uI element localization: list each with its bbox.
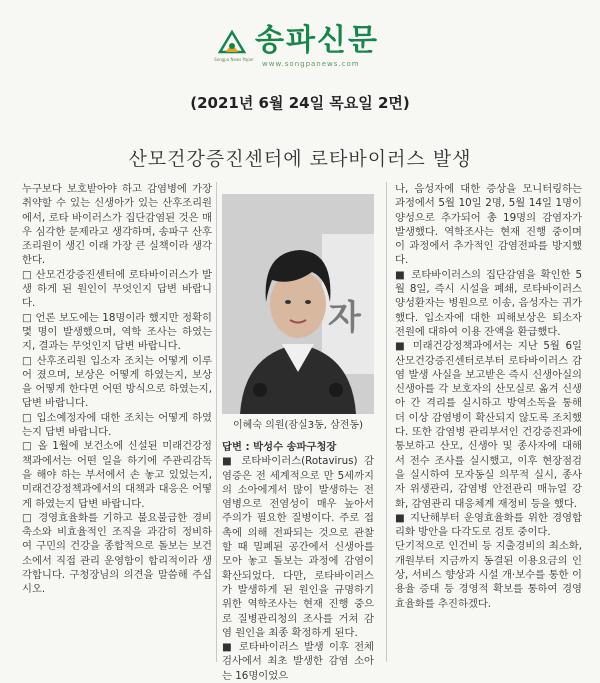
newspaper-url: www.songpanews.com [262, 60, 360, 68]
article-paragraph: □ 올 1월에 보건소에 신설된 미래건강정책과에서는 어떤 일을 하기에 주관리감독을 해야 하는 부서에서 손 놓고 있었는지, 미래건강정책과에서의 대책과 대응은 어떻게 하였는지 답변 바랍니다. [22, 440, 212, 510]
answer-heading: 답변 : 박성수 송파구청장 [222, 441, 337, 453]
article-paragraph: 나, 음성자에 대한 증상을 모니터링하는 과정에서 5월 10일 2명, 5월 14일 1명이 양성으로 추가되어 총 19명의 감염자가 발생했다. 역학조사는 현재 진행 중이며 이 과정에서 추가적인 감염전파를 방지했다. [395, 183, 582, 267]
portrait-image [222, 194, 374, 414]
article-paragraph: □ 입소예정자에 대한 조치는 어떻게 하였는지 답변 바랍니다. [22, 411, 212, 439]
dateline: (2021년 6월 24일 목요일 2면) [190, 94, 410, 112]
article-paragraph: □ 산후조리원 입소자 조치는 어떻게 이루어 졌으며, 보상은 어떻게 하였는지, 보상을 어떻게 한다면 어떤 방식으로 하였는지, 답변 바랍니다. [22, 354, 212, 410]
logo-subtitle: Songpa News Paper [214, 57, 254, 62]
article-paragraph: 누구보다 보호받아야 하고 감염병에 가장 취약할 수 있는 신생아가 있는 산후조리원에서, 로타 바이러스가 집단감염된 것은 매우 심각한 문제라고 생각하며, 송파구 산후조리원이 생긴 이래 가장 큰 실책이라 생각한다. [22, 183, 212, 267]
newspaper-logo-icon [218, 30, 246, 56]
article-paragraph: □ 언론 보도에는 18명이라 했지만 정확히 몇 명이 발생했으며, 역학 조사는 하였는지, 결과는 무엇인지 답변 바랍니다. [22, 311, 212, 353]
article-column-left [22, 182, 212, 597]
portrait-photo [222, 194, 374, 414]
article-paragraph: ■ 로타바이러스 발생 이후 전체검사에서 최초 발생한 감염 소아는 16명이었으 [222, 641, 374, 682]
article-headline: 산모건강증진센터에 로타바이러스 발생 [128, 148, 472, 170]
column-divider [386, 182, 387, 662]
article-paragraph: □ 경영효율화를 기하고 불요불급한 경비 축소와 비효율적인 조직을 과감히 정비하여 구민의 건강을 종합적으로 돌보는 보건소에서 직접 관리 운영함이 합리적이라 생각합니다. 구청장님의 의견을 말씀해 주십시오. [22, 511, 212, 596]
photo-caption: 이혜숙 의원(잠실3동, 삼전동) [233, 420, 363, 431]
article-paragraph: ■ 로타바이러스(Rotavirus) 감염증은 전 세계적으로 만 5세까지의 소아에게서 많이 발생하는 전염병으로 전염성이 매우 높아서 주의가 필요한 질병이다. 주로 접촉에 의해 전파되는 것으로 관찰 할 때 밀폐된 공간에서 신생아를 모아 놓고 돌보는 과정에 감염이 확산되었다. 다만, 로타바이러스가 발생하게 된 원인을 규명하기 위한 역학조사는 현재 진행 중으로 질병관리청의 조사를 거쳐 감염 원인을 최종 확정하게 된다. [222, 455, 374, 639]
article-paragraph: ■ 지난해부터 운영효율화를 위한 경영합리화 방안을 다각도로 검토 중이다. [395, 511, 582, 539]
newspaper-title: 송파신문 [255, 23, 379, 58]
article-paragraph: 단기적으로 인건비 등 지출경비의 최소화, 개원부터 지금까지 동결된 이용요금의 인상, 서비스 향상과 시설 개·보수를 통한 이용율 증대 등 경영적 확보를 통하여 경영효율화를 추진하겠다. [395, 540, 582, 610]
article-paragraph: ■ 미래건강정책과에서는 지난 5월 6일 산모건강증진센터로부터 로타바이러스 감염 발생 사실을 보고받은 즉시 신생아실의 신생아를 각 보호자의 산모실로 옮겨 신생아 간 격리를 실시하고 방역소독을 통해 더 이상 감염병이 확산되지 않도록 조치했다. 또한 감염병 관리부서인 건강증진과에 통보하고 산모, 신생아 및 종사자에 대해서 전수 조사를 실시했고, 이후 현장점검을 실시하여 모자동실 의무적 실시, 종사자 위생관리, 감염병 안전관리 매뉴얼 강화, 감염관리 대응체계 재정비 등을 했다. [395, 340, 582, 510]
background-sign-text: 자 [328, 298, 361, 338]
article-paragraph: □ 산모건강증진센터에 로타바이러스가 발생 하게 된 원인이 무엇인지 답변 바랍니다. [22, 268, 212, 310]
article-column-middle [222, 440, 374, 683]
column-divider [216, 182, 217, 662]
masthead [0, 0, 600, 78]
article-paragraph: ■ 로타바이러스의 집단감염을 확인한 5월 8일, 즉시 시설을 폐쇄, 로타바이러스 양성환자는 병원으로 이송, 음성자는 귀가했다. 입소자에 대한 피해보상은 퇴소자 전원에 대하여 이용 잔액을 환급했다. [395, 268, 582, 338]
article-column-right [395, 182, 582, 611]
